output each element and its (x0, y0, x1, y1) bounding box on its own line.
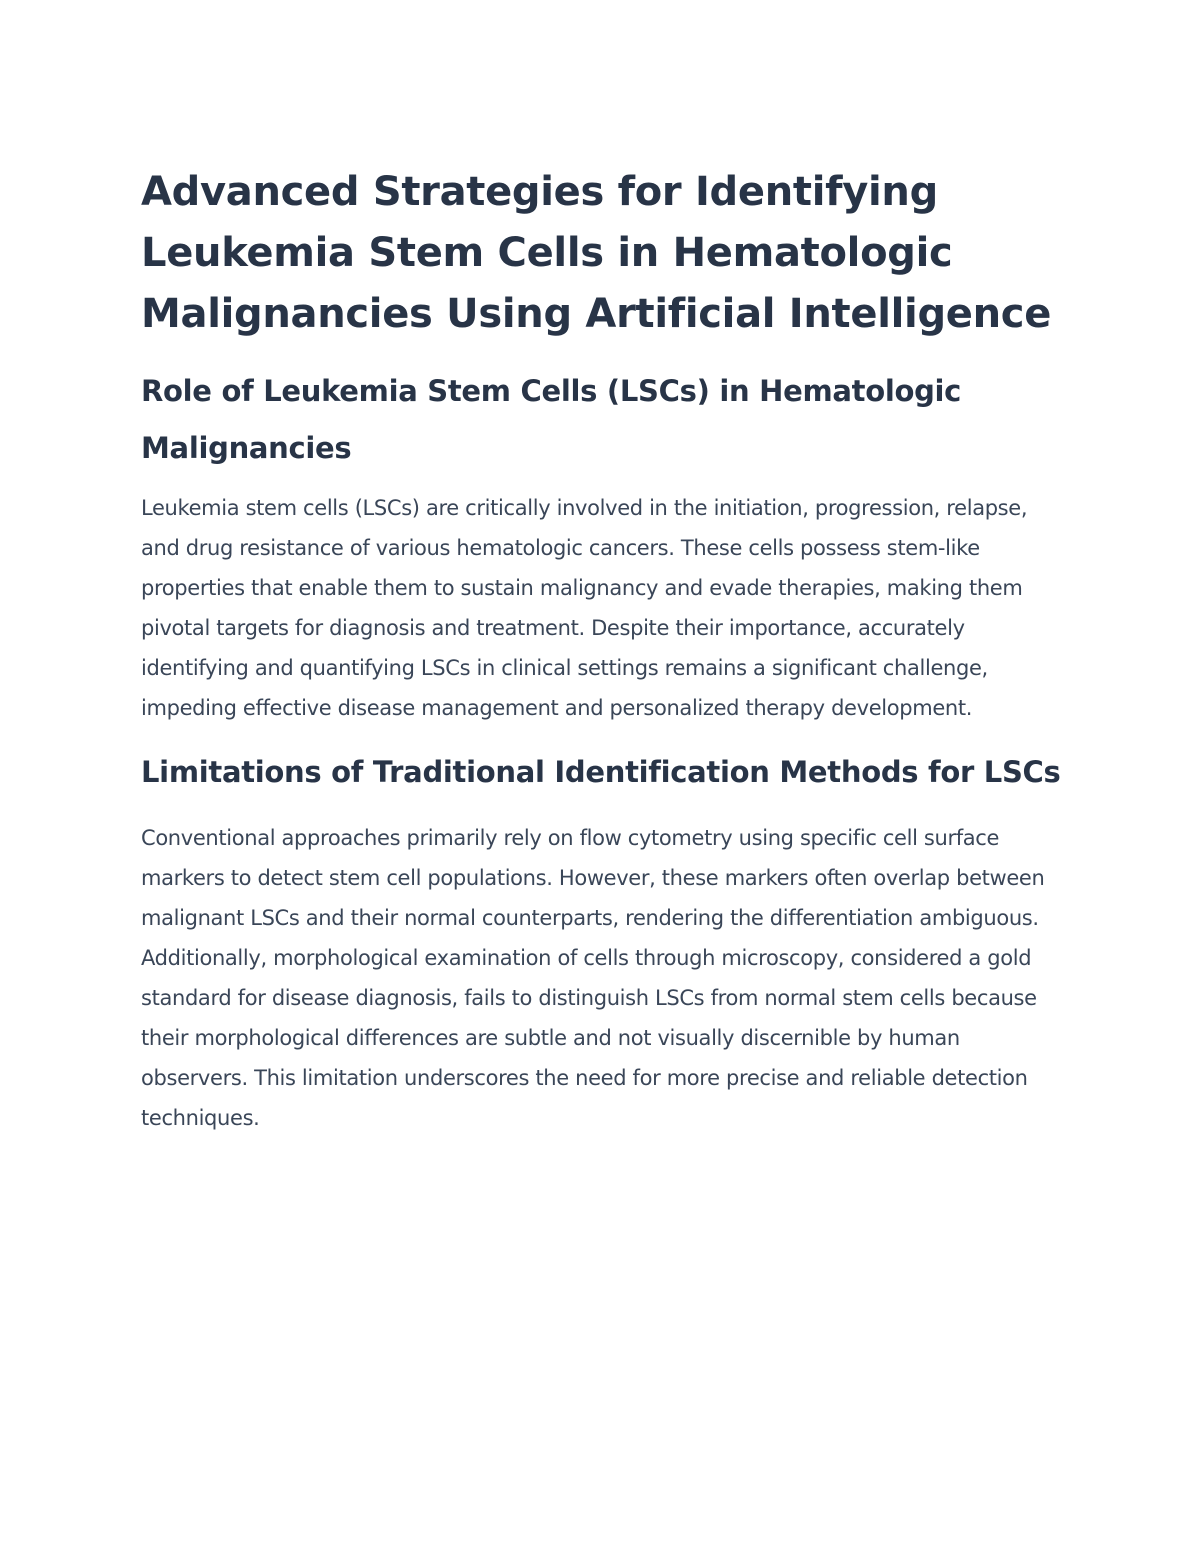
document-title: Advanced Strategies for Identifying Leukemia Stem Cells in Hematologic Malignancies Using Artificial Intelligence (141, 169, 1052, 337)
section-body-role-of-lscs: Leukemia stem cells (LSCs) are critically involved in the initiation, progression, relapse, and drug resistance of various hematologic cancers. These cells possess stem-like properties that enable them to sustain malignancy and evade therapies, making them pivotal targets for diagnosis and treatment. Despite their importance, accurately identifying and quantifying LSCs in clinical settings remains a significant challenge, impeding effective disease management and personalized therapy development. (141, 496, 1028, 720)
section-heading-limitations: Limitations of Traditional Identification Methods for LSCs (141, 755, 1061, 789)
section-body-limitations: Conventional approaches primarily rely on flow cytometry using specific cell surface markers to detect stem cell populations. However, these markers often overlap between malignant LSCs and their normal counterparts, rendering the differentiation ambiguous. Additionally, morphological examination of cells through microscopy, considered a gold standard for disease diagnosis, fails to distinguish LSCs from normal stem cells because their morphological differences are subtle and not visually discernible by human observers. This limitation underscores the need for more precise and reliable detection techniques. (141, 826, 1045, 1130)
document-page (141, 162, 1061, 1138)
section-heading-role-of-lscs: Role of Leukemia Stem Cells (LSCs) in Hematologic Malignancies (141, 374, 962, 465)
